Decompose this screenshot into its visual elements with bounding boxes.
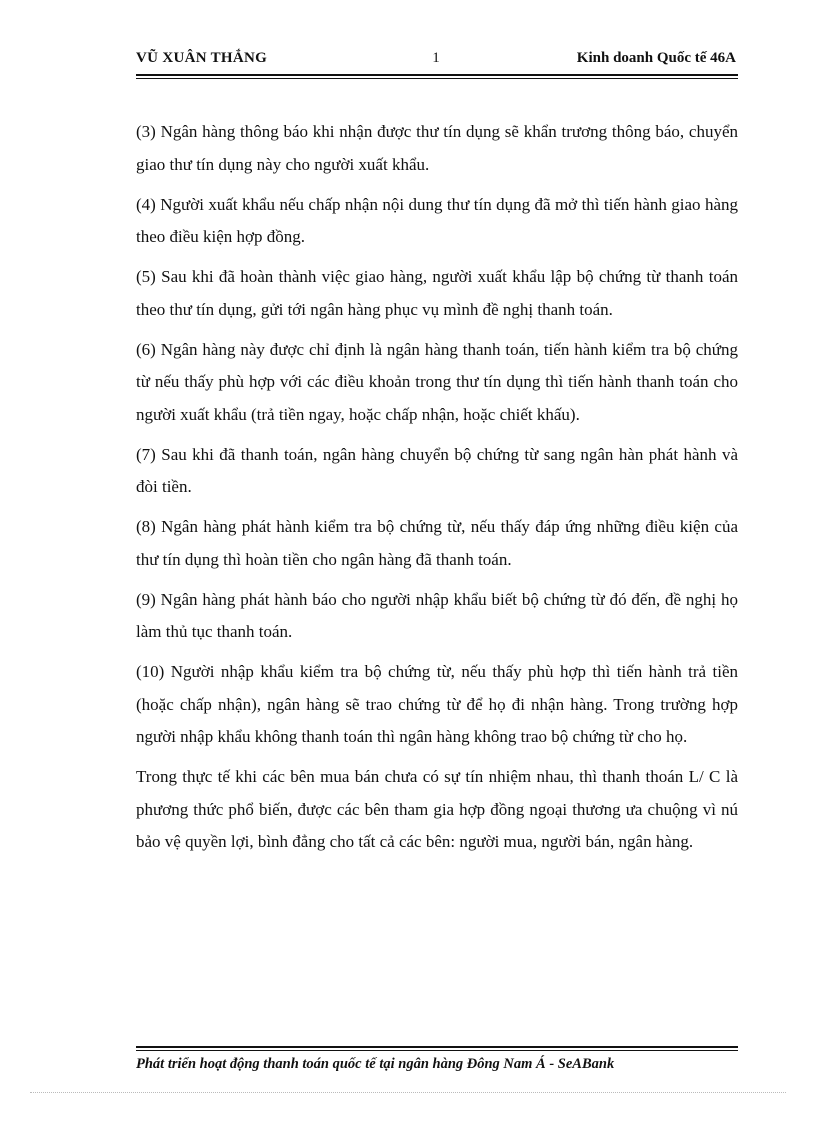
paragraph-step-5: (5) Sau khi đã hoàn thành việc giao hàng, người xuất khẩu lập bộ chứng từ thanh toán theo thư tín dụng, gửi tới ngân hàng phục vụ mình đề nghị thanh toán. xyxy=(136,267,738,319)
paragraph-step-9: (9) Ngân hàng phát hành báo cho người nhập khẩu biết bộ chứng từ đó đến, đề nghị họ làm thủ tục thanh toán. xyxy=(136,589,738,641)
footer-rule-thin xyxy=(136,1050,738,1051)
paragraph-step-10: (10) Người nhập khẩu kiểm tra bộ chứng từ, nếu thấy phù hợp thì tiến hành trả tiền (hoặc chấp nhận), ngân hàng sẽ trao chứng từ để họ đi nhận hàng. Trong trường hợp người nhập khẩu không thanh toán thì ngân hàng không trao bộ chứng từ cho họ. xyxy=(136,662,738,746)
header-class-name: Kinh doanh Quốc tế 46A xyxy=(576,50,736,66)
paragraph-conclusion: Trong thực tế khi các bên mua bán chưa có sự tín nhiệm nhau, thì thanh thoán L/ C là phương thức phổ biến, được các bên tham gia hợp đồng ngoại thương ưa chuộng vì nú bảo vệ quyền lợi, bình đẳng cho tất cả các bên: người mua, người bán, ngân hàng. xyxy=(136,767,738,851)
paragraph-step-3: (3) Ngân hàng thông báo khi nhận được thư tín dụng sẽ khẩn trương thông báo, chuyển giao thư tín dụng này cho người xuất khẩu. xyxy=(136,122,738,174)
paragraph-step-6: (6) Ngân hàng này được chỉ định là ngân hàng thanh toán, tiến hành kiểm tra bộ chứng từ nếu thấy phù hợp với các điều khoản trong thư tín dụng thì tiến hành thanh toán cho người xuất khẩu (trả tiền ngay, hoặc chấp nhận, hoặc chiết khấu). xyxy=(136,339,738,424)
paragraph-step-7: (7) Sau khi đã thanh toán, ngân hàng chuyển bộ chứng từ sang ngân hàn phát hành và đòi tiền. xyxy=(136,444,738,496)
header-rule-thick xyxy=(136,74,738,76)
header-rule-thin xyxy=(136,78,738,79)
document-body xyxy=(136,116,738,866)
page-header xyxy=(136,50,736,70)
paragraph-step-4: (4) Người xuất khẩu nếu chấp nhận nội dung thư tín dụng đã mở thì tiến hành giao hàng theo điều kiện hợp đồng. xyxy=(136,194,738,246)
paragraph-step-8: (8) Ngân hàng phát hành kiểm tra bộ chứng từ, nếu thấy đáp ứng những điều kiện của thư tín dụng thì hoàn tiền cho ngân hàng đã thanh toán. xyxy=(136,517,738,569)
header-page-number: 1 xyxy=(432,50,440,66)
page-footer: Phát triển hoạt động thanh toán quốc tế tại ngân hàng Đông Nam Á - SeABank xyxy=(136,1056,615,1072)
page-bottom-dotted-line xyxy=(30,1092,786,1093)
footer-rule-thick xyxy=(136,1046,738,1048)
header-author: VŨ XUÂN THẮNG xyxy=(136,50,268,66)
